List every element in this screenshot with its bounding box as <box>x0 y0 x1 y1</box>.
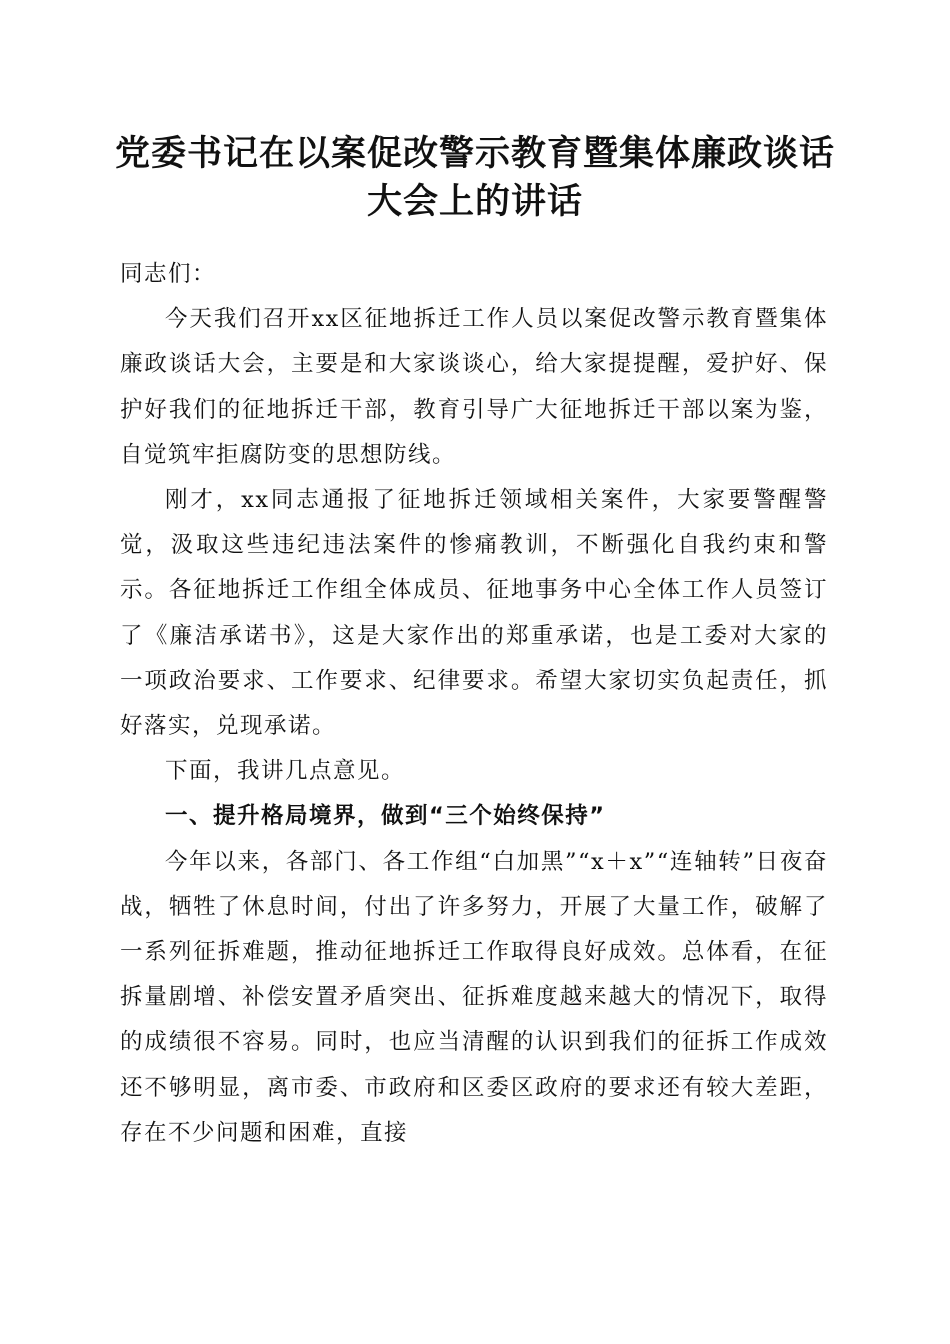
section-1-paragraph: 今年以来，各部门、各工作组“白加黑”“x＋x”“连轴转”日夜奋战，牺牲了休息时间，付出了许多努力，开展了大量工作，破解了一系列征拆难题，推动征地拆迁工作取得良好成效。总体看，在征拆量剧增、补偿安置矛盾突出、征拆难度越来越大的情况下，取得的成绩很不容易。同时，也应当清醒的认识到我们的征拆工作成效还不够明显，离市委、市政府和区委区政府的要求还有较大差距，存在不少问题和困难，直接 <box>120 848 828 1146</box>
title-line-1: 党委书记在以案促改警示教育暨集体廉政谈话 <box>114 133 835 174</box>
document-body <box>120 252 828 1156</box>
paragraph-3: 下面，我讲几点意见。 <box>165 758 406 785</box>
salutation: 同志们： <box>120 261 217 287</box>
paragraph-1: 今天我们召开xx区征地拆迁工作人员以案促改警示教育暨集体廉政谈话大会，主要是和大家谈谈心，给大家提提醒，爱护好、保护好我们的征地拆迁干部，教育引导广大征地拆迁干部以案为鉴，自觉筑牢拒腐防变的思想防线。 <box>120 306 828 468</box>
paragraph-2: 刚才，xx同志通报了征地拆迁领域相关案件，大家要警醒警觉，汲取这些违纪违法案件的惨痛教训，不断强化自我约束和警示。各征地拆迁工作组全体成员、征地事务中心全体工作人员签订了《廉洁承诺书》，这是大家作出的郑重承诺，也是工委对大家的一项政治要求、工作要求、纪律要求。希望大家切实负起责任，抓好落实，兑现承诺。 <box>120 487 828 740</box>
section-1-heading: 一、提升格局境界，做到“三个始终保持” <box>165 803 606 830</box>
document-title <box>100 130 850 226</box>
title-line-2: 大会上的讲话 <box>366 181 583 222</box>
